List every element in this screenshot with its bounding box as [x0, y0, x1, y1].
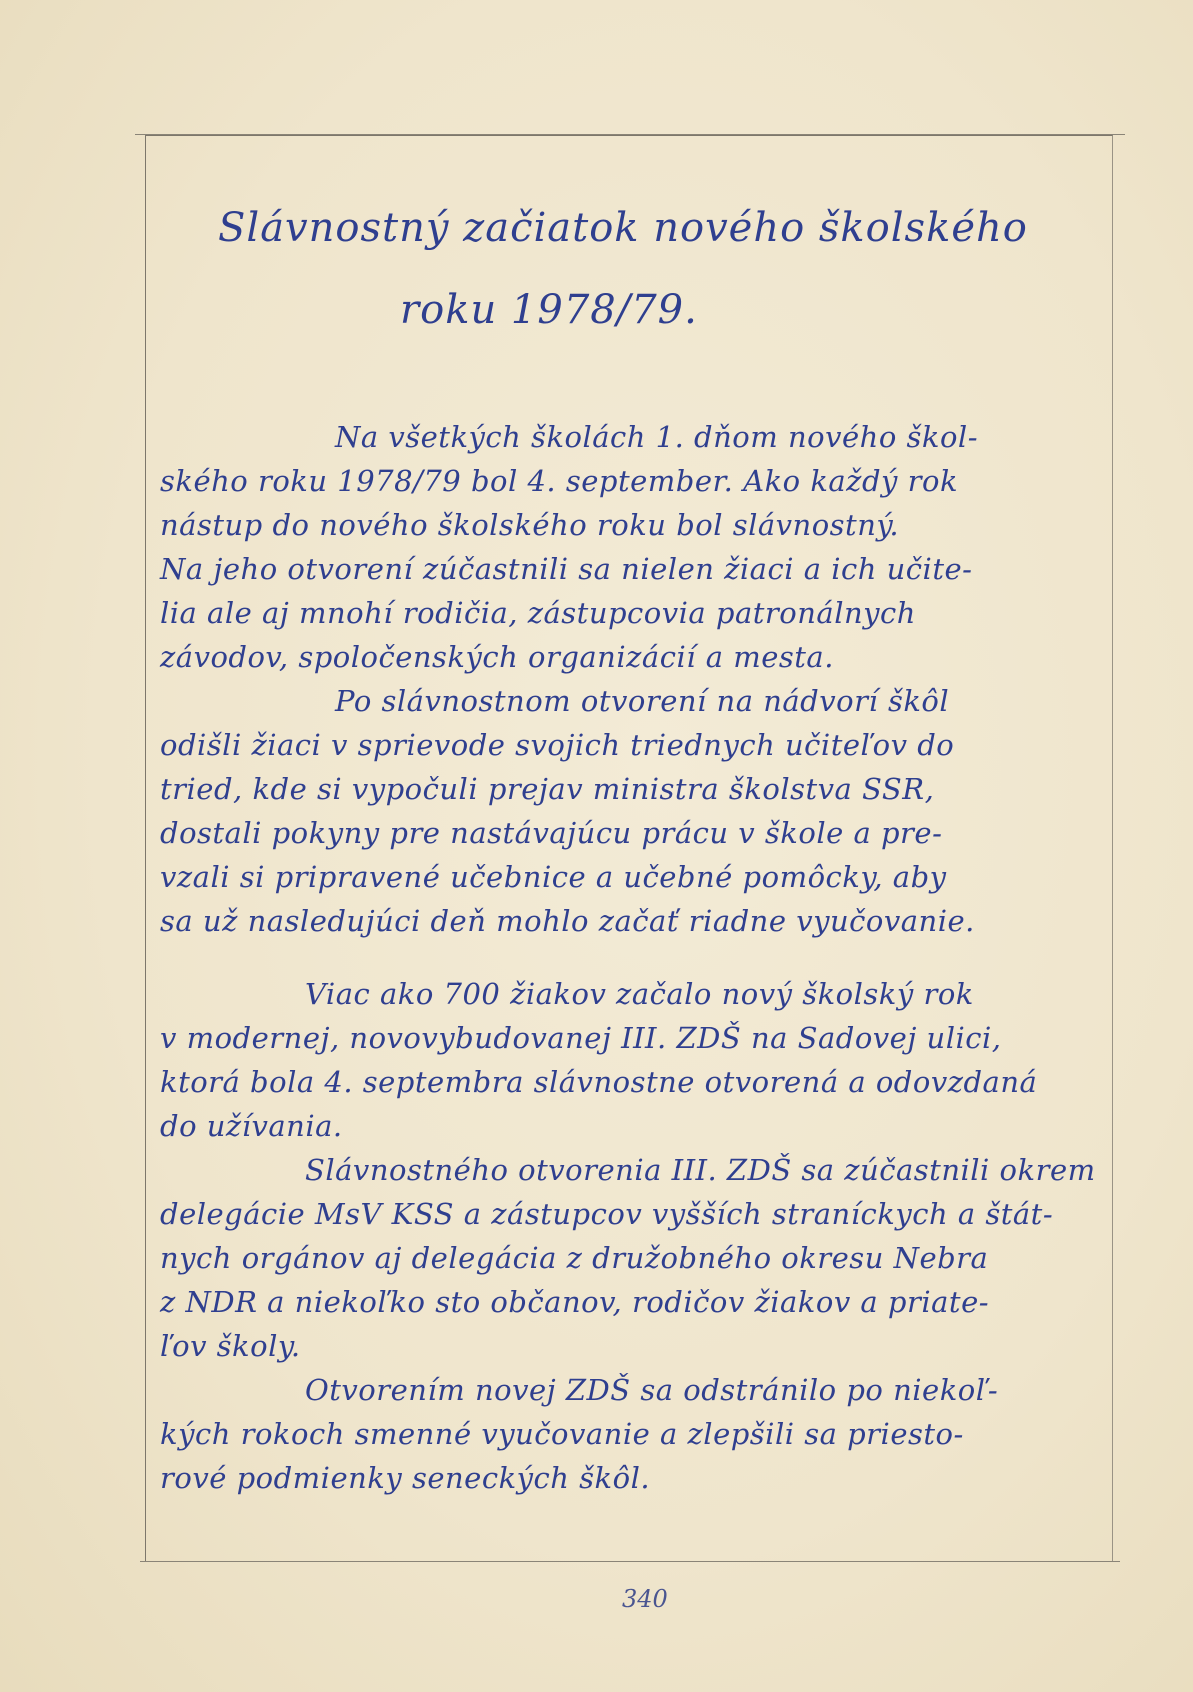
- paragraph-2-line-6: sa už nasledujúci deň mohlo začať riadne vyučovanie.: [160, 904, 975, 938]
- paragraph-2-line-2: odišli žiaci v sprievode svojich triednych učiteľov do: [160, 728, 955, 762]
- paragraph-2-line-4: dostali pokyny pre nastávajúcu prácu v škole a pre-: [160, 816, 943, 850]
- paragraph-1-line-6: závodov, spoločenských organizácií a mesta.: [160, 640, 834, 674]
- title-line-2: roku 1978/79.: [400, 287, 698, 333]
- paragraph-1-line-5: lia ale aj mnohí rodičia, zástupcovia patronálnych: [160, 596, 916, 630]
- paragraph-3-line-2: v modernej, novovybudovanej III. ZDŠ na Sadovej ulici,: [160, 1021, 1002, 1055]
- paragraph-4-line-1: Slávnostného otvorenia III. ZDŠ sa zúčastnili okrem: [305, 1153, 1096, 1187]
- paragraph-2-line-1: Po slávnostnom otvorení na nádvorí škôl: [335, 684, 950, 718]
- title-line-1: Slávnostný začiatok nového školského: [218, 205, 1028, 251]
- paragraph-2-line-5: vzali si pripravené učebnice a učebné pomôcky, aby: [160, 860, 947, 894]
- paragraph-4-line-5: ľov školy.: [160, 1329, 301, 1363]
- paragraph-3-line-4: do užívania.: [160, 1109, 343, 1143]
- paragraph-4-line-2: delegácie MsV KSS a zástupcov vyšších straníckych a štát-: [160, 1197, 1054, 1231]
- paragraph-4-line-4: z NDR a niekoľko sto občanov, rodičov žiakov a priate-: [160, 1285, 990, 1319]
- paragraph-1-line-3: nástup do nového školského roku bol slávnostný.: [160, 508, 900, 542]
- paragraph-3-line-3: ktorá bola 4. septembra slávnostne otvorená a odovzdaná: [160, 1065, 1038, 1099]
- paragraph-1-line-4: Na jeho otvorení zúčastnili sa nielen žiaci a ich učite-: [160, 552, 973, 586]
- paragraph-3-line-1: Viac ako 700 žiakov začalo nový školský rok: [305, 977, 974, 1011]
- paragraph-5-line-1: Otvorením novej ZDŠ sa odstránilo po niekoľ-: [305, 1373, 999, 1407]
- paragraph-5-line-2: kých rokoch smenné vyučovanie a zlepšili sa priesto-: [160, 1417, 964, 1451]
- paragraph-1-line-1: Na všetkých školách 1. dňom nového škol-: [335, 420, 979, 454]
- paragraph-1-line-2: ského roku 1978/79 bol 4. september. Ako každý rok: [160, 464, 959, 498]
- paragraph-4-line-3: nych orgánov aj delegácia z družobného okresu Nebra: [160, 1241, 989, 1275]
- paragraph-2-line-3: tried, kde si vypočuli prejav ministra školstva SSR,: [160, 772, 935, 806]
- frame-bottom-line: [140, 1561, 1120, 1562]
- page-number: 340: [622, 1585, 668, 1613]
- paragraph-5-line-3: rové podmienky seneckých škôl.: [160, 1461, 651, 1495]
